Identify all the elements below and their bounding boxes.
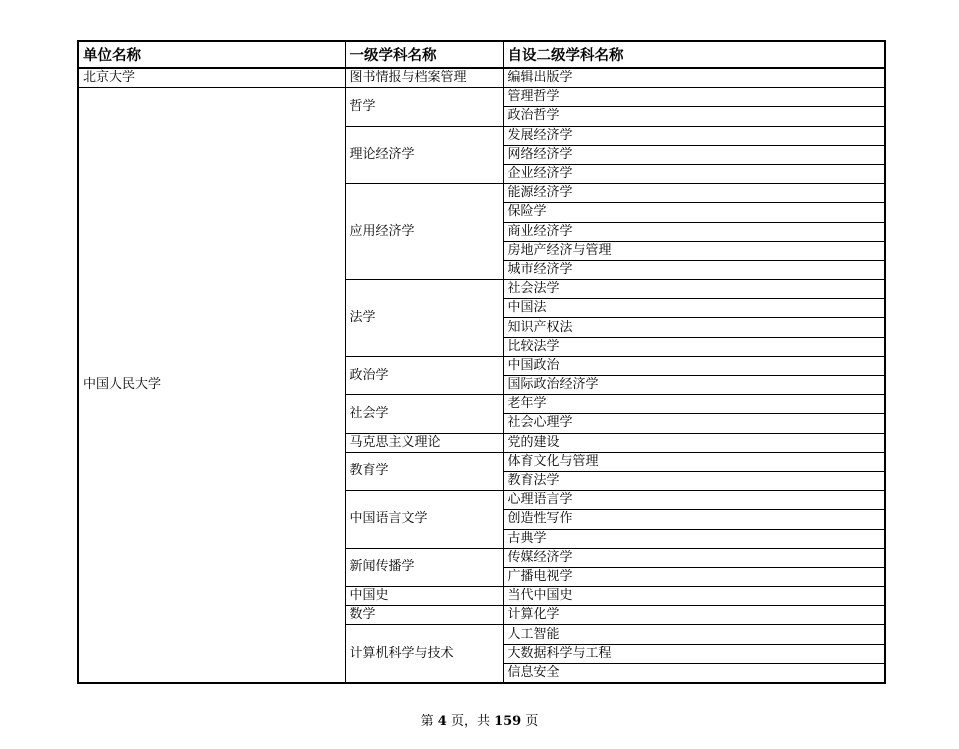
discipline-table	[77, 40, 886, 684]
second-level-discipline-cell: 城市经济学	[503, 260, 885, 279]
first-level-discipline-cell: 新闻传播学	[345, 548, 503, 586]
first-level-discipline-cell: 马克思主义理论	[345, 433, 503, 452]
second-level-discipline-cell: 政治哲学	[503, 107, 885, 126]
table-row	[78, 68, 885, 88]
first-level-discipline-cell: 图书情报与档案管理	[345, 68, 503, 88]
second-level-discipline-cell: 网络经济学	[503, 145, 885, 164]
header-unit-name: 单位名称	[78, 41, 345, 68]
second-level-discipline-cell: 中国政治	[503, 356, 885, 375]
first-level-discipline-cell: 政治学	[345, 356, 503, 394]
first-level-discipline-cell: 理论经济学	[345, 126, 503, 184]
second-level-discipline-cell: 中国法	[503, 299, 885, 318]
second-level-discipline-cell: 社会法学	[503, 280, 885, 299]
second-level-discipline-cell: 体育文化与管理	[503, 452, 885, 471]
unit-name-cell: 北京大学	[78, 68, 345, 88]
second-level-discipline-cell: 房地产经济与管理	[503, 241, 885, 260]
second-level-discipline-cell: 管理哲学	[503, 88, 885, 107]
first-level-discipline-cell: 教育学	[345, 452, 503, 490]
second-level-discipline-cell: 当代中国史	[503, 587, 885, 606]
second-level-discipline-cell: 社会心理学	[503, 414, 885, 433]
table-body	[78, 68, 885, 683]
second-level-discipline-cell: 保险学	[503, 203, 885, 222]
footer-page-number: 4	[437, 714, 447, 729]
first-level-discipline-cell: 中国语言文学	[345, 491, 503, 549]
first-level-discipline-cell: 计算机科学与技术	[345, 625, 503, 683]
second-level-discipline-cell: 编辑出版学	[503, 68, 885, 88]
footer-prefix: 第	[420, 714, 438, 729]
second-level-discipline-cell: 国际政治经济学	[503, 376, 885, 395]
table-header-row	[78, 41, 885, 68]
header-second-level-discipline: 自设二级学科名称	[503, 41, 885, 68]
first-level-discipline-cell: 法学	[345, 280, 503, 357]
second-level-discipline-cell: 商业经济学	[503, 222, 885, 241]
second-level-discipline-cell: 创造性写作	[503, 510, 885, 529]
second-level-discipline-cell: 教育法学	[503, 471, 885, 490]
first-level-discipline-cell: 哲学	[345, 88, 503, 126]
second-level-discipline-cell: 计算化学	[503, 606, 885, 625]
second-level-discipline-cell: 信息安全	[503, 663, 885, 683]
second-level-discipline-cell: 企业经济学	[503, 164, 885, 183]
second-level-discipline-cell: 传媒经济学	[503, 548, 885, 567]
second-level-discipline-cell: 党的建设	[503, 433, 885, 452]
page-footer	[0, 710, 959, 729]
second-level-discipline-cell: 知识产权法	[503, 318, 885, 337]
second-level-discipline-cell: 能源经济学	[503, 184, 885, 203]
second-level-discipline-cell: 比较法学	[503, 337, 885, 356]
second-level-discipline-cell: 发展经济学	[503, 126, 885, 145]
second-level-discipline-cell: 心理语言学	[503, 491, 885, 510]
second-level-discipline-cell: 大数据科学与工程	[503, 644, 885, 663]
second-level-discipline-cell: 人工智能	[503, 625, 885, 644]
first-level-discipline-cell: 社会学	[345, 395, 503, 433]
footer-total-pages: 159	[494, 714, 522, 729]
first-level-discipline-cell: 中国史	[345, 587, 503, 606]
first-level-discipline-cell: 应用经济学	[345, 184, 503, 280]
second-level-discipline-cell: 古典学	[503, 529, 885, 548]
second-level-discipline-cell: 老年学	[503, 395, 885, 414]
table-row	[78, 88, 885, 107]
footer-suffix: 页	[521, 714, 539, 729]
unit-name-cell: 中国人民大学	[78, 88, 345, 683]
footer-middle: 页，共	[446, 714, 495, 729]
second-level-discipline-cell: 广播电视学	[503, 567, 885, 586]
first-level-discipline-cell: 数学	[345, 606, 503, 625]
header-first-level-discipline: 一级学科名称	[345, 41, 503, 68]
